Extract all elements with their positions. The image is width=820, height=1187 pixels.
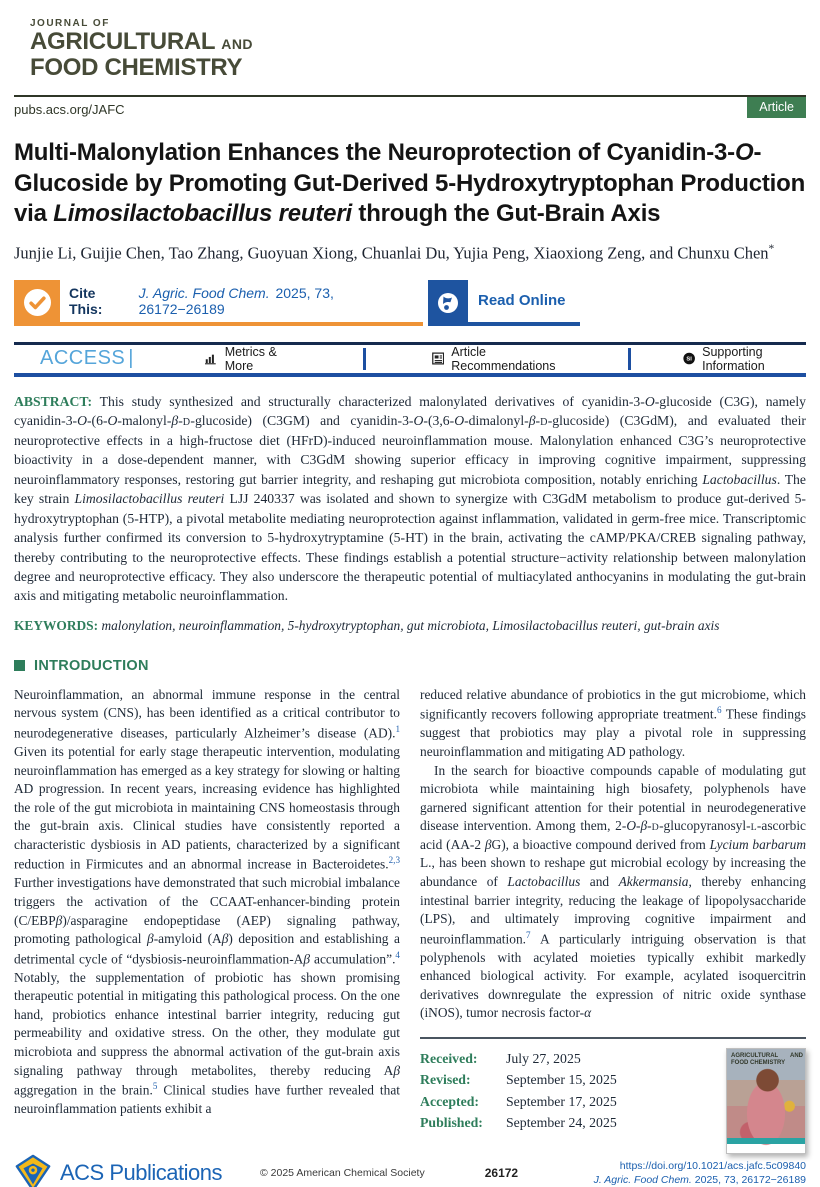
left-column xyxy=(14,686,400,1154)
article-type-badge: Article xyxy=(747,97,806,118)
page-number: 26172 xyxy=(484,1165,519,1180)
cover-title: AGRICULTURAL AND FOOD CHEMISTRY xyxy=(731,1052,803,1067)
journal-masthead xyxy=(14,18,806,81)
supporting-information-label: Supporting Information xyxy=(702,344,765,373)
cover-strip xyxy=(727,1138,805,1144)
footer-citation-journal: J. Agric. Food Chem. xyxy=(593,1173,692,1186)
keywords-text: malonylation, neuroinflammation, 5-hydroxytryptophan, gut microbiota, Limosilactobacillus reuteri, gut-brain axis xyxy=(101,617,720,633)
globe-icon xyxy=(428,280,468,326)
intro-paragraph-1: Neuroinflammation, an abnormal immune response in the central nervous system (CNS), has been identified as a critical contributor to neurodegenerative diseases, particularly Alzheimer’s disease (AD).$^1$ Given its potential for early stage therapeutic intervention, modulating neuroinflammation has emerged as a key strategy for slowing or halting AD progression. In recent years, increasing evidence has highlighted the role of the gut microbiota in maintaining CNS homeostasis through the gut-brain axis. Clinical studies have consistently reported a characteristic dysbiosis in AD patients, characterized by a significant reduction in Firmicutes and an abnormal increase in Bacteroidetes.$^{2,3}$ Further investigations have demonstrated that such microbial imbalance triggers the activation of the CCAAT-enhancer-binding protein (C/EBPβ)/asparagine endopeptidase (AEP) signaling pathway, promoting pathological β-amyloid (Aβ) deposition and establishing a detrimental cycle of “dysbiosis-neuroinflammation-Aβ accumulation”.$^4$ Notably, the supplementation of probiotic has shown promising therapeutic potential in mitigating this pathological process. On the one hand, probiotics enhance intestinal barrier integrity, reducing gut permeability and oxidative stress. On the other, they modulate gut microbiota and suppress the abnormal activation of the gut-brain axis signaling pathway through metabolites, thereby reducing Aβ aggregation in the brain.$^5$ Clinical studies have further revealed that neuroinflammation patients exhibit a xyxy=(14,686,401,1117)
journal-cover-thumbnail[interactable] xyxy=(726,1048,806,1154)
revised-date: September 15, 2025 xyxy=(506,1072,617,1088)
corresponding-author-mark[interactable]: * xyxy=(768,242,775,255)
author-list xyxy=(14,242,806,264)
cite-journal-name: J. Agric. Food Chem. xyxy=(138,284,270,301)
cite-check-icon xyxy=(14,280,60,326)
journal-name-line1 xyxy=(30,29,806,55)
citation-ref[interactable]: 4 xyxy=(395,949,400,960)
received-label: Received: xyxy=(420,1050,478,1066)
doi-link[interactable]: https://doi.org/10.1021/acs.jafc.5c09840 xyxy=(619,1159,806,1172)
cite-label: Cite This: xyxy=(69,284,103,317)
page-footer xyxy=(14,1154,806,1187)
citation-ref[interactable]: 6 xyxy=(716,705,722,716)
accepted-label: Accepted: xyxy=(420,1093,479,1109)
cite-this[interactable] xyxy=(60,280,423,326)
metrics-and-more-label: Metrics & More xyxy=(224,344,277,373)
read-online-button[interactable] xyxy=(428,280,580,326)
body-columns xyxy=(14,686,806,1154)
bar-chart-icon xyxy=(205,351,217,366)
journal-name-and: AND xyxy=(221,36,254,52)
access-strip xyxy=(14,342,806,377)
access-link[interactable]: ACCESS xyxy=(40,347,126,370)
doi-block xyxy=(594,1159,806,1187)
si-icon xyxy=(683,351,695,366)
journal-name-agricultural: AGRICULTURAL xyxy=(30,28,222,55)
citation-ref[interactable]: 1 xyxy=(395,724,400,735)
section-square-icon xyxy=(14,660,25,671)
acs-kite-icon xyxy=(14,1154,52,1187)
article-recommendations-link[interactable] xyxy=(432,345,568,373)
access-separator xyxy=(628,348,630,370)
published-date: September 24, 2025 xyxy=(506,1115,617,1131)
copyright-notice: © 2025 American Chemical Society xyxy=(259,1166,425,1179)
journal-label-top: JOURNAL OF xyxy=(30,18,110,29)
article-title: Multi-Malonylation Enhances the Neuroprotection of Cyanidin-3-O-Glucoside by Promoting Gut-Derived 5-Hydroxytryptophan Production via Limosilactobacillus reuteri through the Gut-Brain Axis xyxy=(14,138,806,228)
date-row xyxy=(420,1112,617,1133)
acs-publications-wordmark: ACS Publications xyxy=(60,1159,222,1185)
abstract-label: ABSTRACT: xyxy=(14,393,93,409)
metrics-and-more-link[interactable] xyxy=(205,345,293,373)
publication-dates xyxy=(420,1048,617,1154)
journal-name-line2: FOOD CHEMISTRY xyxy=(30,53,243,81)
svg-text:SI: SI xyxy=(686,357,692,364)
supporting-information-link[interactable] xyxy=(683,345,806,373)
acs-publications-logo[interactable] xyxy=(14,1154,222,1187)
date-row xyxy=(420,1091,617,1112)
article-recommendations-label: Article Recommendations xyxy=(451,344,556,373)
accepted-date: September 17, 2025 xyxy=(506,1093,617,1109)
citation-ref[interactable]: 2,3 xyxy=(388,855,400,866)
read-online-label: Read Online xyxy=(468,280,580,326)
revised-label: Revised: xyxy=(420,1072,471,1088)
cite-citation[interactable] xyxy=(139,285,423,317)
keywords xyxy=(14,618,806,634)
footer-citation xyxy=(594,1173,806,1187)
access-pipe: | xyxy=(128,347,134,370)
introduction-title: INTRODUCTION xyxy=(34,657,149,674)
access-separator xyxy=(363,348,365,370)
cite-bar xyxy=(14,280,806,326)
citation-ref[interactable]: 5 xyxy=(152,1081,158,1092)
keywords-label: KEYWORDS: xyxy=(14,617,99,633)
cite-citation-numbers: 2025, 73, 26172−26189 xyxy=(138,284,334,317)
author-names: Junjie Li, Guijie Chen, Tao Zhang, Guoyuan Xiong, Chuanlai Du, Yujia Peng, Xiaoxiong Zeng, and Chunxu Chen xyxy=(14,243,769,263)
date-row xyxy=(420,1048,617,1069)
header-rule-row xyxy=(14,95,806,118)
publication-dates-block xyxy=(420,1037,806,1154)
right-column xyxy=(420,686,806,1154)
document-icon xyxy=(432,351,444,366)
footer-citation-numbers: 2025, 73, 26172−26189 xyxy=(691,1173,806,1186)
abstract xyxy=(14,392,806,606)
introduction-heading xyxy=(14,658,806,674)
journal-site-link[interactable]: pubs.acs.org/JAFC xyxy=(14,101,125,117)
date-row xyxy=(420,1069,617,1090)
intro-paragraph-2: In the search for bioactive compounds capable of modulating gut microbiota while maintaining high biosafety, polyphenols have garnered significant attention for their potential in neurodegenerative disease intervention. Among them, 2-O-β-D-glucopyranosyl-L-ascorbic acid (AA-2 βG), a bioactive compound derived from Lycium barbarum L., has been shown to reshape gut microbial ecology by increasing the abundance of Lactobacillus and Akkermansia, thereby enhancing intestinal barrier integrity, reducing the leakage of lipopolysaccharide (LPS), and ultimately improving cognitive impairment and neuroinflammation.$^7$ A particularly intriguing observation is that polyphenols with acylated moieties typically exhibit markedly enhanced biological activity. For example, acylated isoquercitrin derivatives downregulate the expression of nitric oxide synthase (iNOS), tumor necrosis factor-α xyxy=(420,762,806,1021)
abstract-text: This study synthesized and structurally characterized malonylated derivatives of cyanidin-3-O-glucoside (C3G), namely cyanidin-3-O-(6-O-malonyl-β-D-glucoside) (C3GM) and cyanidin-3-O-(3,6-O-dimalonyl-β-D-glucoside) (C3GdM), and evaluated their neuroprotective effects in a high-fructose diet (HFrD)-induced neuroinflammation mouse. Malonylation enhanced C3G’s neuroprotective bioactivity in a dose-dependent manner, with C3GdM showing superior efficacy in improving cognitive impairment, suppressing neuroinflammatory responses, restoring gut barrier integrity, and reshaping gut microbiota composition, notably enriching Lactobacillus. The key strain Limosilactobacillus reuteri LJJ 240337 was isolated and shown to synergize with C3GdM metabolism to produce gut-derived 5-hydroxytryptophan (5-HTP), a pivotal metabolite mediating neuroprotection against inflammation, validated in germ-free mice. Transcriptomic analysis further confirmed its conversion to 5-hydroxytryptamine (5-HT) in the brain, activating the cAMP/PKA/CREB signaling pathway, thereby contributing to the neuroprotective effects. These findings establish a potential structure−activity relationship between malonylation degree and neuroprotective efficacy. They also underscore the therapeutic potential of multiacylated anthocyanins in modulating the gut-brain axis and mitigating metabolic neuroinflammation. xyxy=(14,393,806,604)
published-label: Published: xyxy=(420,1115,483,1131)
citation-ref[interactable]: 7 xyxy=(525,929,531,940)
intro-paragraph-1-continued: reduced relative abundance of probiotics in the gut microbiome, which significantly recovers following appropriate treatment.$^6$ These findings suggest that probiotics may play a pivotal role in suppressing neuroinflammation and mitigating AD pathology. xyxy=(420,686,806,760)
received-date: July 27, 2025 xyxy=(506,1050,581,1066)
